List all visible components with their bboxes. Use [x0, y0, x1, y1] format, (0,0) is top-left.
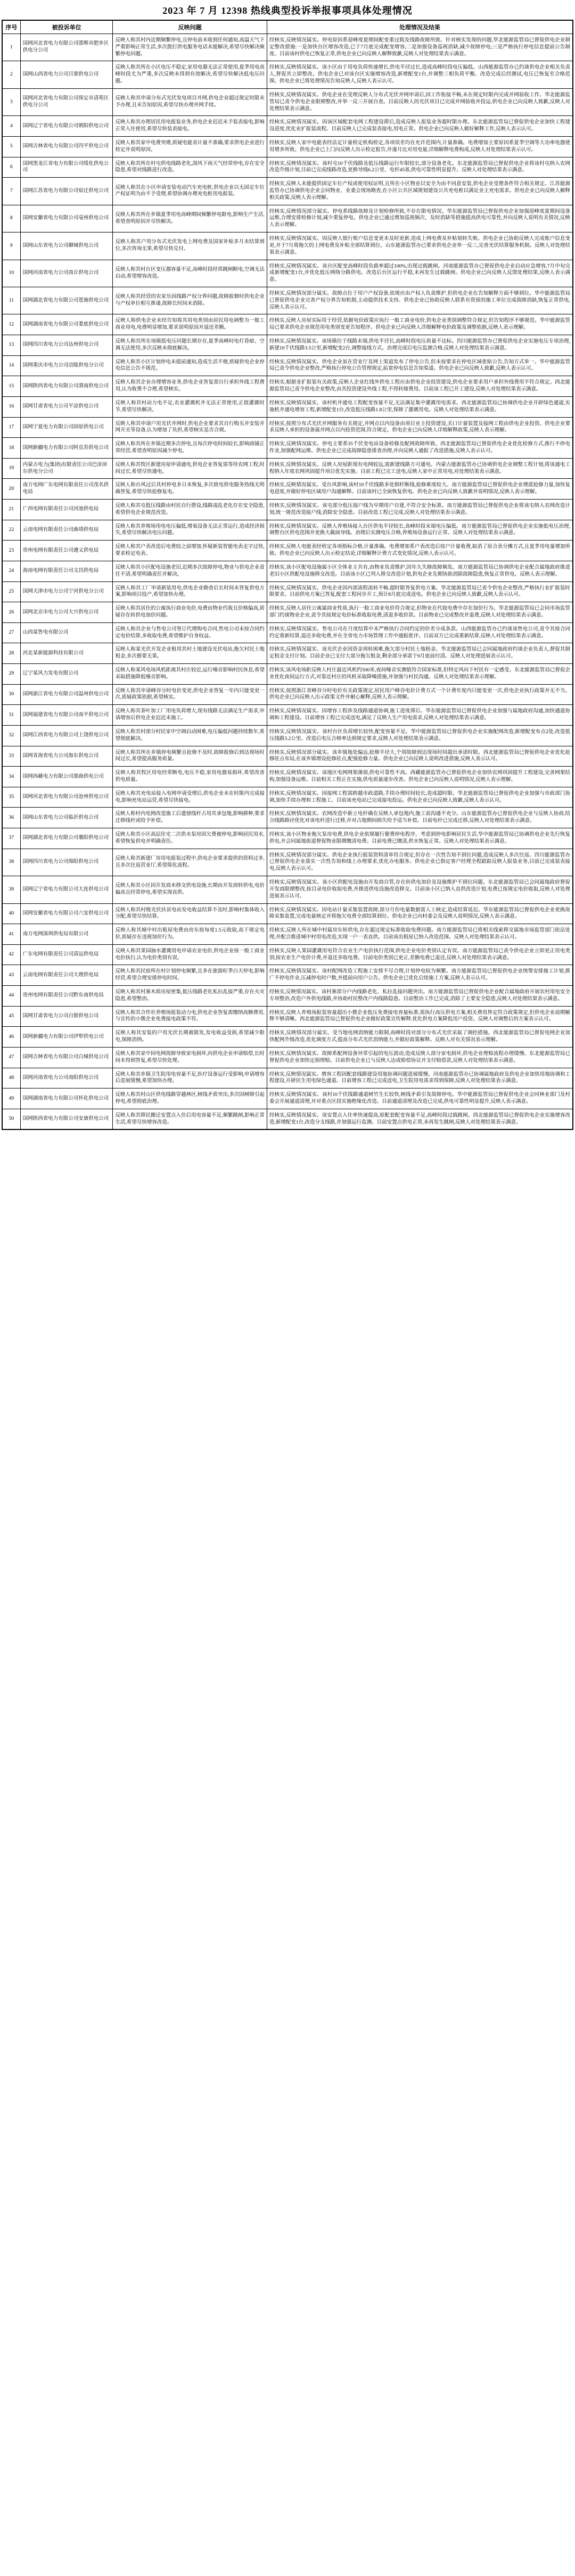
table-row [2, 1006, 573, 1027]
row-unit: 贵州电网有限责任公司遵义供电局 [20, 541, 113, 561]
row-result: 经核实,该小区物业拖欠泵房电费,供电企业依规履行催费停电程序。考虑到停电影响居民生活,华中能源监管局已协调供电企业先行恢复供电,并会同属地街道督促物业限期缴清电费。目前电费已缴清,供水恢复正常。反映人对处理结果表示满意。 [267, 828, 573, 849]
row-unit: 广东电网有限责任公司清远供电局 [20, 944, 113, 965]
table-row [2, 725, 573, 746]
row-unit: 南方电网深圳供电局有限公司 [20, 924, 113, 945]
table-row [2, 787, 573, 808]
table-row [2, 643, 573, 664]
row-seq: 49 [2, 1088, 20, 1109]
row-seq: 46 [2, 1027, 20, 1048]
row-result: 经核实,按照分布式光伏并网服务有关规定,并网点以内设备由项目业主投资建设,关口计量装置及接网工程由供电企业投资。供电企业要求反映人承担的设备属并网点以内投资范围,符合规定。供电企业已向反映人详细解释政策,反映人表示理解。 [267, 417, 573, 438]
row-result: 经核实,反映情况属实。因电站计量采集装置故障,部分月份电量数据需人工核定,造成结算延迟。华东能源监管局已督促供电企业更换故障采集装置,完成电量核定并将拖欠电费全部结算到位。供电企业已向村委会及反映人说明情况,反映人表示满意。 [267, 903, 573, 924]
row-result: 经核实,该小区配电设施属小区全体业主共有,由物业负责维护,因年久失修故障频发。南方能源监管局已协调供电企业配合属地政府推进老旧小区供配电设施移交改造。目前该小区已列入移交改造计划,供电企业先期协助消除故障隐患,恢复正常供电。反映人表示理解。 [267, 561, 573, 581]
row-issue: 反映人称其移民搬迁安置点入住后用电容量不足,频繁跳闸,影响正常生活,希望尽快增容改造。 [113, 1109, 267, 1129]
row-issue: 反映人称其屯低压线路由村民自行搭设,线路凌乱老化存在安全隐患,希望供电企业规范改造。 [113, 500, 267, 520]
row-unit: 国网黑龙江省电力有限公司绥化供电公司 [20, 157, 113, 178]
table-row [2, 417, 573, 438]
row-issue: 反映人称其经营的农家乐因线路产权分界问题,故障报修时供电企业与产权单位相互推诿,故障长时间未消除。 [113, 287, 267, 314]
row-issue: 反映人称其村级光伏扶贫电站发电收益结算不及时,影响村集体收入分配,希望尽快结算。 [113, 903, 267, 924]
row-result: 经核实,反映情况部分属实。供电企业执行报装资料清单符合规定,但存在一次性告知不到位问题,造成反映人多次往返。四川能源监管办已督促供电企业落实一次性告知和线上办理要求,优化办电服务。供电企业已指定客户经理全程跟踪反映人报装业务,目前已完成装表接电,反映人表示认可。 [267, 849, 573, 876]
row-unit: 国网河南省电力公司南阳供电公司 [20, 1068, 113, 1088]
row-seq: 44 [2, 986, 20, 1007]
table-row [2, 664, 573, 685]
table-row [2, 1088, 573, 1109]
row-issue: 反映人称其民宿所在村计划停电频繁,且多在旅游旺季白天停电,影响经营,希望合理安排停电时间。 [113, 965, 267, 986]
row-issue: 反映人称其所在村屯供电线路老化,刮风下雨天气经常停电,存在安全隐患,希望对线路进行改造。 [113, 157, 267, 178]
row-result: 经核实,反映情况部分属实。停电系线路故障及计划检修所致,不存在限电情况。华东能源监管局已督促供电企业加强迎峰度夏期间设备运维,合理安排检修计划,减少重复停电。供电企业已通过增加巡视频次、及时消缺等措施提高供电可靠性,并向反映人说明有关情况,反映人表示理解。 [267, 205, 573, 232]
row-result: 经核实,反映人电能表经检定各项指标合格,计量准确。电费增加系户表改造后按户计量收费,取消了原合表分摊方式,且夏季用电量增加所致。供电企业已向反映人出示检定结论,详细解释计费方式变化情况,反映人表示认可。 [267, 541, 573, 561]
row-unit: 国网辽宁省电力有限公司大连供电公司 [20, 876, 113, 903]
table-row [2, 335, 573, 356]
row-unit: 国网湖南省电力有限公司怀化供电公司 [20, 1088, 113, 1109]
row-unit: 内蒙古电力(集团)有限责任公司巴彦淖尔供电分公司 [20, 458, 113, 479]
row-unit: 海南电网有限责任公司文昌供电局 [20, 561, 113, 581]
table-row [2, 61, 573, 88]
row-unit: 国网新疆电力有限公司伊犁供电公司 [20, 1027, 113, 1048]
table-header [2, 20, 573, 34]
row-unit: 国网重庆市电力公司涪陵供电分公司 [20, 355, 113, 376]
row-unit: 国网陕西省电力有限公司安康供电公司 [20, 1109, 113, 1129]
row-result: 经核实,反映情况属实。供电企业虽在营业厅及网上渠道发布了停电公告,但未按要求在停电区域张贴公告,告知方式单一。华中能源监管局已责令供电企业整改,严格执行停电公告管理规定,拓宽停电信息告知渠道。供电企业已向反映人致歉,反映人表示认可。 [267, 355, 573, 376]
row-seq: 12 [2, 314, 20, 335]
row-issue: 反映人称其村部分村民家中空调启动困难,电压偏低问题持续数年,希望彻底解决。 [113, 725, 267, 746]
row-unit: 国网河北省电力有限公司沧州供电公司 [20, 787, 113, 808]
row-result: 经核实,反映情况属实。供电企业在受理反映人分布式光伏并网申请后,因工作衔接不畅,未在规定时限内完成并网验收工作。华北能源监管局已责令供电企业限期整改,并举一反三开展自查。目前反映人的光伏项目已完成并网验收并投运,供电企业已向反映人致歉,反映人对处理结果表示满意。 [267, 88, 573, 115]
table-row [2, 116, 573, 137]
row-issue: 反映人称其企业办理增容业务,供电企业答复需自行承担外线工程费用,认为收费不合理,希望核实。 [113, 376, 267, 397]
table-row [2, 876, 573, 903]
row-seq: 20 [2, 479, 20, 500]
complaints-table [2, 20, 573, 1130]
row-result: 经核实,反映情况属实。受台风影响,该村10千伏线路多处倒杆断线,抢修难度较大。南方能源监管局已督促供电企业增派抢修力量,加快复电进度,并做好停电区域用户沟通解释。目前该村已全面恢复供电。供电企业已向反映人致歉并说明情况,反映人表示理解。 [267, 479, 573, 500]
table-row [2, 396, 573, 417]
row-issue: 反映人称其新建厂房用电报装过程中,供电企业要求提供的资料过多,且多次往返营业厅,希望简化流程。 [113, 849, 267, 876]
row-issue: 反映人称其村寨木质房屋密集,低压线路老化私拉乱接严重,存在火灾隐患,希望整治。 [113, 986, 267, 1007]
row-result: 经核实,反映情况属实。供电企业因内部流程流转不畅,超时限答复供电方案。华北能源监管局已责令供电企业整改,严格执行业扩报装时限要求。目前供电方案已答复,配套工程同步开工,预计8月底完成送电。供电企业已向反映人致歉,反映人表示认可。 [267, 581, 573, 602]
row-seq: 6 [2, 157, 20, 178]
table-row [2, 581, 573, 602]
row-issue: 反映人称供电企业未经告知将其用电类别由居民用电调整为一般工商业用电,电费明显增加,要求说明原因并退还差额。 [113, 314, 267, 335]
row-seq: 40 [2, 903, 20, 924]
row-result: 经核实,反映情况属实。该台区配变高峰时段负载率超过100%,出现过载跳闸。河南能源监管办已督促供电企业启动应急增容,7月中旬完成新增配变1台,并优化低压网络分路供电。改造后台区运行平稳,未再发生过载跳闸。供电企业已向反映人反馈处理结果,反映人表示满意。 [267, 260, 573, 287]
row-unit: 国网吉林省电力有限公司四平供电公司 [20, 136, 113, 157]
row-unit: 国网天津市电力公司宁河供电分公司 [20, 581, 113, 602]
table-row [2, 924, 573, 945]
row-result: 经核实,反映情况属实。该小区供配电设施由开发商自管,存在转供电加价及设施维护不到位问题。东北能源监管局已会同属地政府督促开发商限期整改,按目录电价收取电费,并推进供电设施改造移交。目前该小区已纳入直供改造计划,电费已按规定电价收取,反映人对处理进展表示认可。 [267, 876, 573, 903]
row-seq: 41 [2, 924, 20, 945]
row-issue: 反映人称其充电站接入电网申请受理后,供电企业未在时限内完成接电,影响充电站运营,希望尽快接电。 [113, 787, 267, 808]
row-result: 经核实,反映情况属实。反映人房屋距现有电网较远,需新建线路方可通电。内蒙古能源监管办已协调供电企业调整工程计划,将该通电工程纳入年度农网巩固提升项目优先实施。目前工程已完工送电,反映人家中正常用电,对处理结果表示满意。 [267, 458, 573, 479]
row-unit: 辽宁某风力发电有限公司 [20, 664, 113, 685]
row-seq: 28 [2, 643, 20, 664]
table-row [2, 438, 573, 459]
row-unit: 国网安徽省电力有限公司六安供电公司 [20, 903, 113, 924]
table-row [2, 1047, 573, 1068]
row-issue: 反映人称其村动力电不足,农业灌溉机井无法正常使用,正值灌溉时节,希望尽快解决。 [113, 396, 267, 417]
row-issue: 反映人称其小区高层住宅二次供水泵房因欠费被停电,影响居民用水,希望恢复供电并明确责任。 [113, 828, 267, 849]
table-row [2, 622, 573, 643]
row-result: 经核实,反映情况属实。农网改造中新立电杆确在反映人承包地内,施工前沟通不充分。山东能源监管办已督促供电企业与反映人协商,结合线路路径优化对该电杆进行迁移,并对占地期间损失给予适当补偿。目前电杆已完成迁移,反映人对处理结果表示满意。 [267, 808, 573, 828]
row-result: 经核实,反映情况属实。该场镇位于线路末端,供电半径长,高峰时段电压质量不达标。四川能源监管办已督促供电企业实施电压专项治理,新建10千伏线路3.5公里,新增配变2台,调整接线方式。治理完成后电压监测合格,反映人对处理结果表示满意。 [267, 335, 573, 356]
row-seq: 17 [2, 417, 20, 438]
table-row [2, 88, 573, 115]
row-unit: 广西电网有限责任公司河池供电局 [20, 500, 113, 520]
row-result: 经核实,反映情况属实。售电公司在月度结算中未严格执行合同约定的价差分成条款。山西能源监管办已约谈该售电公司,责令其按合同约定重新结算,退还多收电费,并在全省电力市场管理工作中通报批评。目前双方已完成重新结算,反映人对处理结果表示满意。 [267, 622, 573, 643]
row-seq: 48 [2, 1068, 20, 1088]
row-unit: 国网河北省电力有限公司邯郸市肥乡区供电分公司 [20, 34, 113, 61]
row-seq: 24 [2, 561, 20, 581]
row-result: 经核实,反映情况部分属实。该乡镇地处偏远,抢修半径大,个别故障到达现场时间超出承诺时限。西北能源监管局已督促供电企业优化抢修驻点布局,在该乡镇增设抢修驻点,配强抢修力量。供电企业已向反映人说明改进措施,反映人表示认可。 [267, 746, 573, 767]
table-row [2, 1109, 573, 1129]
row-issue: 反映人称其在小区申请安装电动汽车充电桩,供电企业以无固定车位产权证明为由不予受理,希望协调办理充电桩用电报装。 [113, 178, 267, 205]
column-header-issue: 反映问题 [113, 20, 267, 34]
row-unit: 国网河北省电力有限公司保定市清苑区供电分公司 [20, 88, 113, 115]
table-row [2, 314, 573, 335]
table-row [2, 376, 573, 397]
row-seq: 32 [2, 725, 20, 746]
row-seq: 18 [2, 438, 20, 459]
row-seq: 23 [2, 541, 20, 561]
table-row [2, 287, 573, 314]
row-unit: 国网安徽省电力有限公司亳州供电公司 [20, 205, 113, 232]
row-unit: 国网浙江省电力有限公司温州供电公司 [20, 684, 113, 705]
row-unit: 河北某新能源科技有限公司 [20, 643, 113, 664]
row-seq: 31 [2, 705, 20, 726]
row-seq: 30 [2, 684, 20, 705]
row-result: 经核实,反映情况属实。因增容工程涉及线路通道协调,施工进度滞后。华东能源监管局已督促供电企业加强与属地政府沟通,加快通道协调和工程建设。目前增容工程已完成送电,满足了反映人生产用电需求,反映人对处理结果表示满意。 [267, 705, 573, 726]
page-title: 2023 年 7 月 12398 热线典型投诉举报事项具体处理情况 [162, 5, 413, 16]
row-unit: 国网山东省电力公司聊城供电公司 [20, 232, 113, 260]
row-seq: 36 [2, 808, 20, 828]
row-result: 经核实,按照浙江省峰谷分时电价有关政策规定,居民用户峰谷电价计费方式一个计费年度内只能变更一次,供电企业执行政策并无不当。供电企业已向反映人出示政策文件并耐心解释,反映人表示理解。 [267, 684, 573, 705]
column-header-unit: 被投诉单位 [20, 20, 113, 34]
row-issue: 反映人称其申请峰谷分时电价变更,供电企业答复一年内只能变更一次,质疑政策依据,希望核实。 [113, 684, 267, 705]
row-result: 经核实,根据业扩报装有关政策,反映人企业红线外供电工程应由供电企业投资建设,供电企业要求用户承担外线费用不符合规定。西北能源监管局已责令供电企业整改,由其投资建设外线工程,不得转嫁费用。目前该工程已开工建设,反映人对处理结果表示满意。 [267, 376, 573, 397]
row-seq: 3 [2, 88, 20, 115]
row-seq: 7 [2, 178, 20, 205]
row-issue: 反映人称其申请分布式光伏发电项目并网,供电企业超过规定时限未予办理,且未告知原因,希望尽快办理并网手续。 [113, 88, 267, 115]
row-issue: 反映人称其牧区用电经常断电,电压不稳,家用电器易损坏,希望改善供电质量。 [113, 767, 267, 787]
row-unit: 国网湖南省电力有限公司娄底供电公司 [20, 314, 113, 335]
row-result: 经核实,反映情况部分属实。故障点位于用户产权设备,依规应由产权人负责维护,但供电企业在告知解释方面不够到位。华中能源监管局已督促供电企业完善产权分界告知机制,主动提供技术支持。供电企业已协助反映人联系有资质的施工单位完成故障消缺,恢复正常供电,反映人表示认可。 [267, 287, 573, 314]
row-issue: 反映人称其乡镇卫生院用电容量不足,医疗设备运行受影响,申请增容后进展缓慢,希望加快办理。 [113, 1068, 267, 1088]
column-header-result: 处理情况及结果 [267, 20, 573, 34]
row-result: 经核实,反映情况属实。该屯部分低压接户线为早期用户自建,不符合安全标准。南方能源监管局已督促供电企业将该屯纳入农网改造计划,统一规范改造接户线,消除安全隐患。目前改造工程已完成,反映人对处理结果表示满意。 [267, 500, 573, 520]
row-seq: 29 [2, 664, 20, 685]
row-unit: 国网四川省电力公司绵阳供电公司 [20, 849, 113, 876]
row-unit: 国网湖北省电力有限公司恩施供电公司 [20, 287, 113, 314]
row-seq: 10 [2, 260, 20, 287]
row-seq: 37 [2, 828, 20, 849]
row-seq: 34 [2, 767, 20, 787]
table-row [2, 520, 573, 541]
table-row [2, 355, 573, 376]
row-issue: 反映人称其所在乡镇停电频繁且抢修不及时,故障报修后到达现场时间过长,希望提高服务质量。 [113, 746, 267, 767]
table-row [2, 1068, 573, 1088]
row-issue: 反映人称其小区配电设施老旧,近期多次故障停电,物业与供电企业责任不清,希望明确责任并解决。 [113, 561, 267, 581]
row-unit: 国网北京市电力公司大兴供电公司 [20, 602, 113, 623]
row-result: 经核实,反映情况部分属实。受当地电网消纳能力限制,高峰时段对部分分布式光伏采取了调控措施。西北能源监管局已督促电网企业加快配网升级改造,优化调度方式,提高分布式光伏消纳能力,并做好政策解释。反映人对有关情况表示理解。 [267, 1027, 573, 1048]
row-seq: 21 [2, 500, 20, 520]
table-row [2, 205, 573, 232]
row-seq: 9 [2, 232, 20, 260]
row-seq: 38 [2, 849, 20, 876]
row-unit: 国网陕西省电力有限公司渭南供电公司 [20, 376, 113, 397]
row-result: 经核实,反映人所在城中村属房东转供电,存在超过规定标准收取电费问题。南方能源监管局已将相关线索移交属地市场监管部门依法处理,并配合推进城中村用电改造,实现一户一表直供。目前该出租屋已纳入改造范围。反映人对处理结果表示认可。 [267, 924, 573, 945]
table-row [2, 684, 573, 705]
table-row [2, 828, 573, 849]
row-seq: 50 [2, 1109, 20, 1129]
table-row [2, 602, 573, 623]
row-result: 经核实,反映情况属实。该村台区负荷增长较快,配变容量不足。华中能源监管局已督促供电企业实施配网改造,新增配变布点2处,改造低压线路3.2公里。改造后电压合格率达到规定要求,反映人对处理结果表示满意。 [267, 725, 573, 746]
row-seq: 13 [2, 335, 20, 356]
row-issue: 反映人称其申请户用光伏并网时,供电企业要求其自行购买并安装并网开关等设备,认为增加了负担,希望核实是否合规。 [113, 417, 267, 438]
row-issue: 反映人称其办理居民用电报装业务,供电企业迟迟未予装表接电,影响正常入住使用,希望尽快装表接电。 [113, 116, 267, 137]
row-seq: 35 [2, 787, 20, 808]
row-issue: 反映人称其所在乡镇夏季用电高峰期间频繁停电限电,影响生产生活,希望查明原因并尽快解决。 [113, 205, 267, 232]
row-issue: 反映人称其合作社养殖场报装动力电,供电企业答复需缴纳高额费用,与宣传的小微企业免费接电政策不符。 [113, 1006, 267, 1027]
row-issue: 反映人称其所在小区电压不稳定,家用电器无法正常使用,夏季用电高峰时段尤为严重,多次反映未得到有效解决,希望尽快解决低电压问题。 [113, 61, 267, 88]
document-page [0, 0, 575, 1157]
row-issue: 反映人称其村台区变压器容量不足,高峰时段经常跳闸断电,空调无法启动,希望增容改造。 [113, 260, 267, 287]
row-result: 经核实,反映情况属实。因反映人银行账户信息变更未及时更新,造成上网电费及补贴划转失败。供电企业已协助反映人完成账户信息变更,并于7月将拖欠的上网电费及补贴全部结算到位。山东能源监管办已要求供电企业举一反三,完善光伏结算服务机制。反映人对处理结果表示满意。 [267, 232, 573, 260]
table-row [2, 541, 573, 561]
row-result: 经核实,反映情况属实。因接网工程需跨越市政道路,手续办理时间较长,造成超时限。华北能源监管局已督促供电企业加强与市政部门协调,加快手续办理和工程施工。目前该充电站已完成接电投运。供电企业已向反映人致歉,反映人表示认可。 [267, 787, 573, 808]
row-issue: 反映人称其家中电费突增,质疑电能表计量不准确,要求供电企业进行检定并说明原因。 [113, 136, 267, 157]
row-seq: 26 [2, 602, 20, 623]
row-issue: 反映人称其村内近期频繁停电,且停电前未收到任何通知,高温天气下严重影响正常生活,多次拨打供电服务电话未能解决,希望尽快解决频繁停电问题。 [113, 34, 267, 61]
row-unit: 山西某售电有限公司 [20, 622, 113, 643]
row-seq: 27 [2, 622, 20, 643]
table-row [2, 767, 573, 787]
row-result: 经核实,反映情况属实。该村屯10千伏线路及低压线路运行年限较长,部分设备老化。东北能源监管局已督促供电企业将该村屯纳入农网改造升级计划,目前已完成线路改造,更换导线6.2公里、电杆45基,供电可靠性明显提升。反映人对处理结果表示满意。 [267, 157, 573, 178]
row-issue: 反映人称其户用分布式光伏发电上网电费及国家补贴多月未结算到位,多次咨询无果,希望尽快兑付。 [113, 232, 267, 260]
table-row [2, 944, 573, 965]
row-issue: 反映人称其村山区供电线路穿越林区,树线矛盾突出,多次因树障引起停电,希望彻底治理。 [113, 1088, 267, 1109]
row-issue: 反映人称其养殖场用电电压偏低,增氧设备无法正常运行,造成经济损失,希望尽快解决电压问题。 [113, 520, 267, 541]
row-result: 经核实,反映人果园灌溉用电符合农业生产电价执行范围,供电企业电价类别认定有误。南方能源监管局已责令供电企业立即更正用电类别,按农业生产电价计费,并退还多收电费。目前电价类别已更正,差额电费已退还,反映人对处理结果表示满意。 [267, 944, 573, 965]
row-unit: 国网湖北省电力有限公司襄阳供电公司 [20, 828, 113, 849]
row-unit: 国网山东省电力公司临沂供电公司 [20, 808, 113, 828]
table-row [2, 260, 573, 287]
row-issue: 反映人称某光伏开发企业租用其村土地建设光伏电站,拖欠村民土地租金,多次催要无果。 [113, 643, 267, 664]
row-result: 经核实,反映人房屋实际用于经营,依据电价政策应执行一般工商业电价,供电企业类别调整符合规定,但告知程序不够规范。华中能源监管局已要求供电企业规范用电类别变更告知程序。供电企业已向反映人详细解释电价政策及调整依据,反映人表示理解。 [267, 314, 573, 335]
row-unit: 南方电网广东电网有限责任公司茂名供电局 [20, 479, 113, 500]
row-unit: 国网宁夏电力有限公司固原供电公司 [20, 417, 113, 438]
table-row [2, 458, 573, 479]
table-row [2, 178, 573, 205]
row-result: 经核实,反映情况属实。增容工程因配套线路建设用地协调问题进展缓慢。河南能源监管办已协调属地政府及供电企业加快用地协调和工程建设,开辟民生用电绿色通道。目前增容工程已完成送电,卫生院用电需求得到保障,反映人对处理结果表示满意。 [267, 1068, 573, 1088]
row-unit: 国网河南省电力公司商丘供电公司 [20, 260, 113, 287]
row-unit: 国网辽宁省电力有限公司朝阳供电公司 [20, 116, 113, 137]
row-unit: 国网吉林省电力有限公司白城供电公司 [20, 1047, 113, 1068]
table-row [2, 849, 573, 876]
table-row [2, 500, 573, 520]
row-unit: 国网山西省电力公司吕梁供电公司 [20, 61, 113, 88]
table-row [2, 808, 573, 828]
table-row [2, 1027, 573, 1048]
row-result: 经核实,反映情况属实。该安置点入住率快速提高,原配套配变容量不足,高峰时段过载跳闸。西北能源监管局已督促供电企业实施增容改造,新增配变1台,改造分支线路,并加强运行监测。目前安置点供电正常,未再发生跳闸,反映人对处理结果表示满意。 [267, 1109, 573, 1129]
row-unit: 国网江苏省电力有限公司宿迁供电公司 [20, 178, 113, 205]
row-issue: 反映人称其企业与售电公司签订代理购电合同,售电公司未按合同约定电价结算,多收取电费,希望维护自身权益。 [113, 622, 267, 643]
row-issue: 反映人称其工厂申请新装用电,供电企业勘查后长时间未答复供电方案,影响项目投产,希望加快办理。 [113, 581, 267, 602]
row-issue: 反映人称其居住的公寓执行商业电价,电费由物业代收且价格偏高,质疑存在转供电加价问题。 [113, 602, 267, 623]
row-unit: 云南电网有限责任公司大理供电局 [20, 965, 113, 986]
row-result: 经核实,反映情况属实。反映人养殖场接入台区供电半径较长,高峰时段末端电压偏低。南方能源监管局已督促供电企业实施低电压治理,调整台区供电范围并更换大截面导线。治理后实测电压合格,养殖场设备运行正常。反映人对处理结果表示满意。 [267, 520, 573, 541]
row-result: 经核实,反映人家中电能表经法定计量检定机构检定,各项误差均在允许范围内,计量准确。电费增加主要原因系夏季空调等大功率电器使用增多所致。供电企业已上门向反映人出示检定报告,并逐月比对用电量,详细解释电费构成,反映人对处理结果表示认可。 [267, 136, 573, 157]
row-issue: 反映人称其小区计划停电未提前通知,造成生活不便,质疑供电企业停电信息公告不规范。 [113, 355, 267, 376]
row-result: 经核实,反映情况属实。停电主要系35千伏变电站设备检修及配网故障所致。西北能源监管局已督促供电企业优化检修方式,推行不停电作业,加强配网运维。供电企业已完成故障隐患排查治理,并向反映人通报了改进措施,反映人表示认可。 [267, 438, 573, 459]
row-result: 经核实,反映人养殖场报装容量超出小微企业低压免费接电容量标准,需执行高压供电方案,相关费用界定符合政策规定,但供电企业前期解释不够清晰。西北能源监管局已督促供电企业做好政策宣传解释,优化供电方案降低用户投资。反映人对调整后的方案表示认可。 [267, 1006, 573, 1027]
row-seq: 45 [2, 1006, 20, 1027]
row-unit: 云南电网有限责任公司曲靖供电局 [20, 520, 113, 541]
row-issue: 反映人称其家中因电网故障导致家电损坏,向供电企业申请赔偿,长时间未得到答复,希望尽快处理。 [113, 1047, 267, 1068]
row-seq: 11 [2, 287, 20, 314]
row-seq: 22 [2, 520, 20, 541]
row-seq: 43 [2, 965, 20, 986]
table-row [2, 561, 573, 581]
row-unit: 国网福建省电力有限公司南平供电公司 [20, 705, 113, 726]
table-row [2, 479, 573, 500]
row-issue: 反映人称某风电场风机距离其村庄较近,运行噪音影响村民休息,希望采取措施降低噪音影响。 [113, 664, 267, 685]
row-seq: 1 [2, 34, 20, 61]
row-issue: 反映人称其所在乡镇近期多次停电,且每次停电时间较长,影响商铺正常经营,希望查明原因减少停电。 [113, 438, 267, 459]
row-result: 经核实,反映情况属实。停电原因系迎峰度夏期间配变重过载及线路故障所致。针对核实发现的问题,华北能源监管局已督促供电企业制定整改措施:一是加快台区增容改造,已于7月底完成配变增容;二是加强设备巡视消缺,减少故障停电;三是严格执行停电信息提前公告制度。目前该村供电已恢复正常,供电企业已向反映人解释致歉,反映人对处理结果表示满意。 [267, 34, 573, 61]
row-unit: 贵州电网有限责任公司黔东南供电局 [20, 986, 113, 1007]
row-result: 经核实,反映情况属实。该村配网改造工程施工安排不尽合理,计划停电较为频繁。南方能源监管局已督促供电企业统筹安排施工计划,推广不停电作业,压减停电时户数,并提前向用户公告。供电企业已优化后续施工方案,反映人表示认可。 [267, 965, 573, 986]
row-seq: 4 [2, 116, 20, 137]
row-result: 经核实,反映情况属实。该村机井通电工程配变容量不足,无法满足集中灌溉用电需求。西北能源监管局已协调供电企业开辟绿色通道,实施机井通电增容工程,新增配变1台,改造低压线路1.8公里,保障了灌溉用电。反映人对处理结果表示满意。 [267, 396, 573, 417]
row-seq: 42 [2, 944, 20, 965]
table-row [2, 232, 573, 260]
row-issue: 反映人称其茶叶加工厂用电负荷增大,现有线路无法满足生产需求,申请增容后供电企业迟迟未施工。 [113, 705, 267, 726]
row-seq: 47 [2, 1047, 20, 1068]
table-body [2, 34, 573, 1130]
row-issue: 反映人称村内电网改造施工后遗留线杆占用其承包地,影响耕种,要求迁移线杆或给予补偿。 [113, 808, 267, 828]
row-issue: 反映人称其果园抽水灌溉用电申请农业电价,供电企业按一般工商业电价执行,认为电价类别有误。 [113, 944, 267, 965]
table-row [2, 705, 573, 726]
row-result: 经核实,反映情况属实。该村寨部分户内线路老化、私拉乱接问题突出。南方能源监管局已督促供电企业配合属地政府开展农村用电安全专项整治,改造户外供电线路,并协助村民整改户内线路隐患。目前整治工作已完成,消除了主要安全隐患,反映人对处理结果表示满意。 [267, 986, 573, 1007]
row-result: 经核实,反映情况属实。该光伏企业因资金周转困难,拖欠部分村民土地租金。华北能源监管局已会同属地政府约谈企业负责人,督促其制定租金支付计划。目前企业已支付大部分拖欠租金,剩余部分承诺于9月底前付清。反映人对处理进展表示认可。 [267, 643, 573, 664]
row-issue: 反映人称其安装的户用光伏长期被限发,发电收益受损,希望减少限电,保障消纳。 [113, 1027, 267, 1048]
table-row [2, 157, 573, 178]
row-result: 经核实,反映情况属实。因该区域配套电网工程建设滞后,造成反映人报装业务超时限办理。东北能源监管局已督促供电企业加快工程建设进度,优化业扩报装流程。目前反映人已完成装表接电,用电正常。供电企业已向反映人做好解释工作,反映人表示认可。 [267, 116, 573, 137]
row-unit: 国网甘肃省电力公司白银供电公司 [20, 1006, 113, 1027]
table-row [2, 746, 573, 767]
row-result: 经核实,反映人未能提供固定车位产权或使用权证明,且所在小区物业以安全为由不同意安装,供电企业受理条件符合相关规定。江苏能源监管办已协调供电企业会同物业、业委会现场勘查,在小区公共区域规划建设公共充电桩以满足业主充电需求。供电企业已向反映人解释相关政策,反映人表示理解。 [267, 178, 573, 205]
row-unit: 国网西藏电力有限公司那曲供电公司 [20, 767, 113, 787]
column-header-seq: 序号 [2, 20, 20, 34]
row-seq: 14 [2, 355, 20, 376]
row-result: 经核实,反映人居住公寓属商业性质,执行一般工商业电价符合规定,但物业在代收电费中存在加价行为。华北能源监管局已会同市场监管部门约谈物业企业,责令其按规定电价标准收取电费,清退多收价款。目前物业已完成整改并退费,反映人对处理结果表示满意。 [267, 602, 573, 623]
row-unit: 国网新疆电力有限公司阿克苏供电公司 [20, 438, 113, 459]
table-row [2, 34, 573, 61]
row-issue: 反映人称台风过后其村停电多日未恢复,多次致电供电服务热线无明确答复,希望尽快抢修复电。 [113, 479, 267, 500]
row-unit: 国网甘肃省电力公司平凉供电公司 [20, 396, 113, 417]
row-seq: 15 [2, 376, 20, 397]
row-unit: 国网江西省电力有限公司上饶供电公司 [20, 725, 113, 746]
row-result: 经核实,该风电场距反映人村庄最近风机约500米,夜间噪音实测值符合国家标准,但特定风向下村民有一定感受。东北能源监管局已督促企业优化夜间运行方式,对靠近村庄的风机采取降噪措施,并加强与村民沟通。反映人对处理结果表示理解。 [267, 664, 573, 685]
row-seq: 5 [2, 136, 20, 157]
row-result: 经核实,反映情况属实。故障系配网设备异常引起的电压波动,造成反映人部分家电损坏,供电企业理赔流程办理缓慢。东北能源监管局已督促供电企业加快定损理赔。目前供电企业已与反映人达成赔偿协议并支付赔偿款,反映人对处理结果表示满意。 [267, 1047, 573, 1068]
row-seq: 2 [2, 61, 20, 88]
row-seq: 39 [2, 876, 20, 903]
table-row [2, 986, 573, 1007]
row-issue: 反映人称其户表改造后电费较之前增加,怀疑新装智能电表走字过快,要求检定电表。 [113, 541, 267, 561]
row-issue: 反映人称其小区因开发商未移交供电设施,长期由开发商转供电,电价偏高且经常停电,希望实现直供。 [113, 876, 267, 903]
row-seq: 33 [2, 746, 20, 767]
row-issue: 反映人称其牧区新建房屋申请通电,供电企业答复需等待农网工程,时间过长,希望尽快通电。 [113, 458, 267, 479]
table-row [2, 903, 573, 924]
row-seq: 16 [2, 396, 20, 417]
row-result: 经核实,反映情况属实。该小区由于用电负荷快速增长,供电半径过长,造成高峰时段电压偏低。山西能源监管办已约谈供电企业相关负责人,督促其立即整改。供电企业已对该台区实施增容改造,新增配变1台,并调整三相负荷平衡。改造完成后经测试,电压已恢复至合格范围。供电企业已将处理情况告知反映人,反映人表示认可。 [267, 61, 573, 88]
row-result: 经核实,反映情况属实。该地区电网网架薄弱,供电可靠性不高。西藏能源监管办已督促供电企业加快农网巩固提升工程建设,完善网架结构,加强设备运维。目前相关工程正在实施,供电质量逐步改善。供电企业已向反映人说明情况,反映人表示理解。 [267, 767, 573, 787]
row-unit: 国网青海省电力公司海东供电公司 [20, 746, 113, 767]
row-seq: 25 [2, 581, 20, 602]
table-row [2, 965, 573, 986]
row-seq: 19 [2, 458, 20, 479]
row-unit: 国网四川省电力公司达州供电公司 [20, 335, 113, 356]
row-seq: 8 [2, 205, 20, 232]
row-result: 经核实,反映情况属实。该村10千伏线路通道树竹生长较快,树线矛盾引发故障停电。华中能源监管局已督促供电企业会同林业部门及村委会开展通道清理,并对重点区段实施绝缘化改造。目前通道清理及改造已完成,供电可靠性明显提升,反映人表示满意。 [267, 1088, 573, 1109]
row-issue: 反映人称其城中村出租屋电费由房东按每度1.5元收取,高于规定电价,质疑存在违规加价行为。 [113, 924, 267, 945]
row-issue: 反映人称其所在场镇低电压问题长期存在,夏季高峰时电灯昏暗、空调无法使用,多次反映未彻底解决。 [113, 335, 267, 356]
table-row [2, 136, 573, 157]
